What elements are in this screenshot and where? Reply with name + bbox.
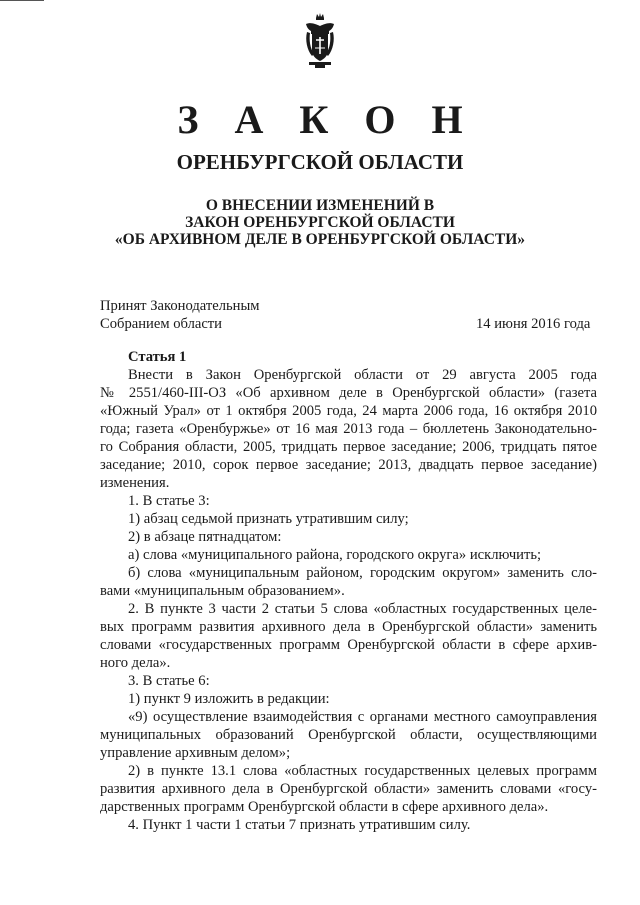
list-item: а) слова «муниципального района, городского округа» исключить; bbox=[128, 547, 542, 563]
paragraph-line: словами «государственных программ Оренбургской области в сфере архив- bbox=[100, 637, 597, 653]
list-item: 4. Пункт 1 части 1 статьи 7 признать утратившим силу. bbox=[128, 817, 471, 833]
list-item: 1) пункт 9 изложить в редакции: bbox=[128, 691, 330, 707]
list-item: 2. В пункте 3 части 2 статьи 5 слова «областных государственных целе- bbox=[128, 601, 597, 617]
adoption-date: 14 июня 2016 года bbox=[476, 316, 591, 332]
region-title: ОРЕНБУРГСКОЙ ОБЛАСТИ bbox=[176, 150, 464, 174]
adoption-line: Принят Законодательным bbox=[100, 298, 260, 314]
scan-artifact-line bbox=[0, 0, 44, 2]
list-item: 1. В статье 3: bbox=[128, 493, 210, 509]
list-item: б) слова «муниципальным районом, городским округом» заменить сло- bbox=[128, 565, 597, 581]
list-item: 1) абзац седьмой признать утратившим силу; bbox=[128, 511, 409, 527]
law-subtitle-line: ЗАКОН ОРЕНБУРГСКОЙ ОБЛАСТИ bbox=[185, 214, 455, 231]
paragraph-line: Внести в Закон Оренбургской области от 29 августа 2005 года bbox=[128, 367, 597, 383]
paragraph-line: развития архивного дела в Оренбургской области» заменить словами «госу- bbox=[100, 781, 597, 797]
paragraph-line: «Южный Урал» от 1 октября 2005 года, 24 марта 2006 года, 16 октября 2010 bbox=[100, 403, 597, 419]
paragraph-line: изменения. bbox=[100, 475, 170, 491]
paragraph-line: заседание; 2010, сорок первое заседание; 2013, двадцать первое заседание) bbox=[100, 457, 597, 473]
paragraph-line: вых программ развития архивного дела в Оренбургской области» заменить bbox=[100, 619, 597, 635]
article-heading: Статья 1 bbox=[128, 349, 187, 365]
law-subtitle-line: «ОБ АРХИВНОМ ДЕЛЕ В ОРЕНБУРГСКОЙ ОБЛАСТИ» bbox=[114, 231, 526, 248]
list-item: 2) в пункте 13.1 слова «областных государственных целевых программ bbox=[128, 763, 597, 779]
list-item: 3. В статье 6: bbox=[128, 673, 210, 689]
paragraph-line: № 2551/460-III-ОЗ «Об архивном деле в Оренбургской области» (газета bbox=[100, 385, 597, 401]
paragraph-line: вами «муниципальным образованием». bbox=[100, 583, 345, 599]
paragraph-line: дарственных программ Оренбургской области в сфере архивного дела». bbox=[100, 799, 549, 815]
paragraph-line: года; газета «Оренбуржье» от 16 мая 2013 года – бюллетень Законодательно- bbox=[100, 421, 597, 437]
paragraph-line: го Собрания области, 2005, тридцать первое заседание; 2006, тридцать пятое bbox=[100, 439, 597, 455]
list-item: «9) осуществление взаимодействия с органами местного самоуправления bbox=[128, 709, 597, 725]
paragraph-line: ного дела». bbox=[100, 655, 171, 671]
paragraph-line: муниципальных образований Оренбургской области, осуществляющими bbox=[100, 727, 597, 743]
list-item: 2) в абзаце пятнадцатом: bbox=[128, 529, 282, 545]
document-title: З А К О Н bbox=[177, 97, 476, 142]
coat-of-arms-icon bbox=[303, 12, 337, 70]
law-subtitle-line: О ВНЕСЕНИИ ИЗМЕНЕНИЙ В bbox=[205, 197, 435, 214]
paragraph-line: управление архивным делом»; bbox=[100, 745, 291, 761]
adoption-line: Собранием области bbox=[100, 316, 222, 332]
